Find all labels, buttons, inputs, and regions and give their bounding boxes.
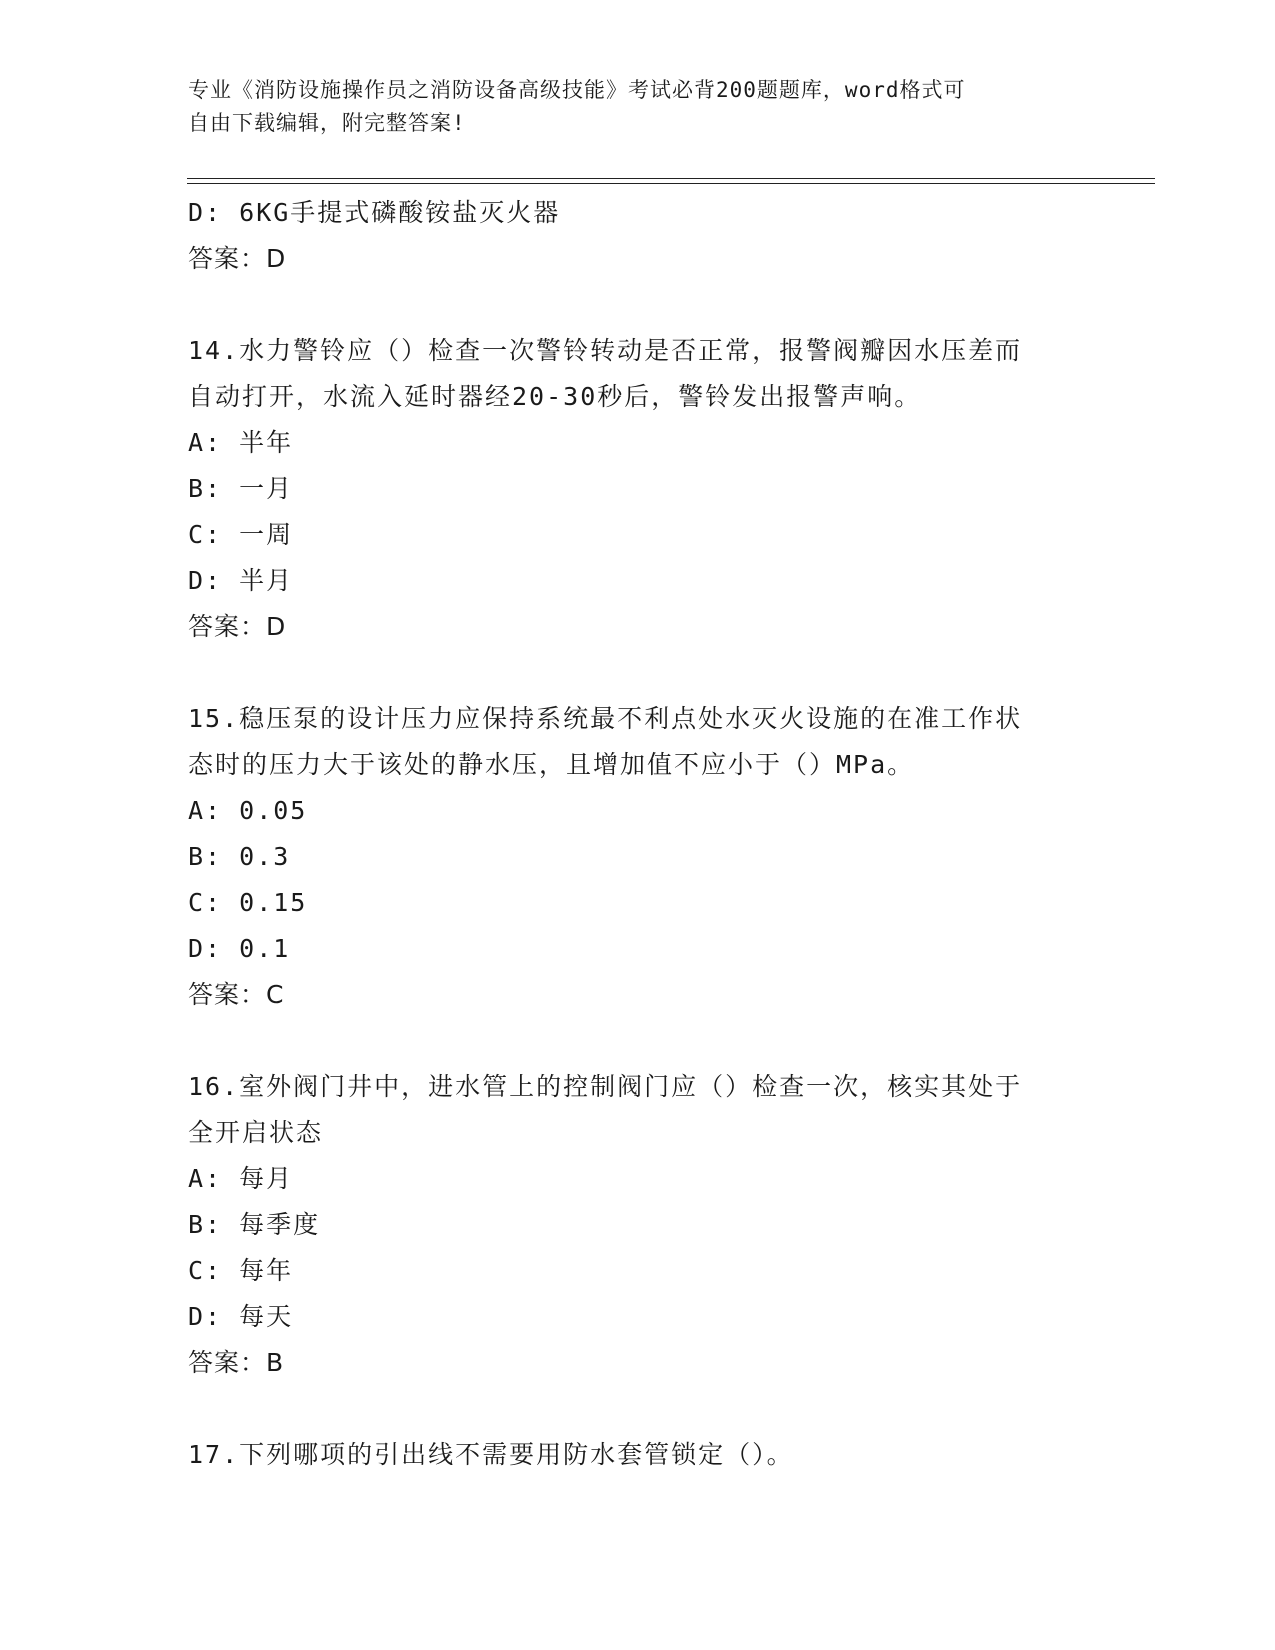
- question-stem: 16.室外阀门井中，进水管上的控制阀门应（）检查一次，核实其处于: [188, 1072, 1023, 1101]
- question-17: [188, 1432, 1088, 1478]
- question-16: [188, 1064, 1088, 1386]
- question-15: [188, 696, 1088, 1018]
- header-divider-bottom: [187, 183, 1155, 184]
- question-list: [188, 190, 1088, 1478]
- option-b: B: 每季度: [188, 1210, 321, 1239]
- question-stem: 15.稳压泵的设计压力应保持系统最不利点处水灭火设施的在准工作状: [188, 704, 1023, 733]
- question-stem: 全开启状态: [188, 1118, 324, 1147]
- option-d: D: 半月: [188, 566, 294, 595]
- option-d: D: 每天: [188, 1302, 294, 1331]
- option-a: A: 每月: [188, 1164, 294, 1193]
- option-a: A: 半年: [188, 428, 294, 457]
- question-14: [188, 328, 1088, 650]
- answer-line: 答案：B: [188, 1348, 285, 1377]
- answer-line: 答案：D: [188, 244, 287, 273]
- option-d: D: 0.1: [188, 934, 291, 963]
- header-line-2: 自由下载编辑，附完整答案!: [188, 111, 466, 135]
- option-c: C: 一周: [188, 520, 294, 549]
- spacer: [188, 650, 1088, 696]
- option-c: C: 0.15: [188, 888, 308, 917]
- answer-line: 答案：C: [188, 980, 285, 1009]
- question-stem: 自动打开，水流入延时器经20-30秒后，警铃发出报警声响。: [188, 382, 922, 411]
- spacer: [188, 1018, 1088, 1064]
- document-header: [188, 74, 1088, 140]
- option-d: D: 6KG手提式磷酸铵盐灭火器: [188, 198, 561, 227]
- option-c: C: 每年: [188, 1256, 294, 1285]
- header-line-1: 专业《消防设施操作员之消防设备高级技能》考试必背200题题库，word格式可: [188, 78, 966, 102]
- spacer: [188, 282, 1088, 328]
- question-stem: 14.水力警铃应（）检查一次警铃转动是否正常，报警阀瓣因水压差而: [188, 336, 1023, 365]
- question-stem: 态时的压力大于该处的静水压，且增加值不应小于（）MPa。: [188, 750, 915, 779]
- option-b: B: 0.3: [188, 842, 291, 871]
- question-stem: 17.下列哪项的引出线不需要用防水套管锁定（）。: [188, 1440, 794, 1469]
- spacer: [188, 1386, 1088, 1432]
- option-a: A: 0.05: [188, 796, 308, 825]
- header-divider-top: [187, 178, 1155, 179]
- answer-line: 答案：D: [188, 612, 287, 641]
- option-b: B: 一月: [188, 474, 294, 503]
